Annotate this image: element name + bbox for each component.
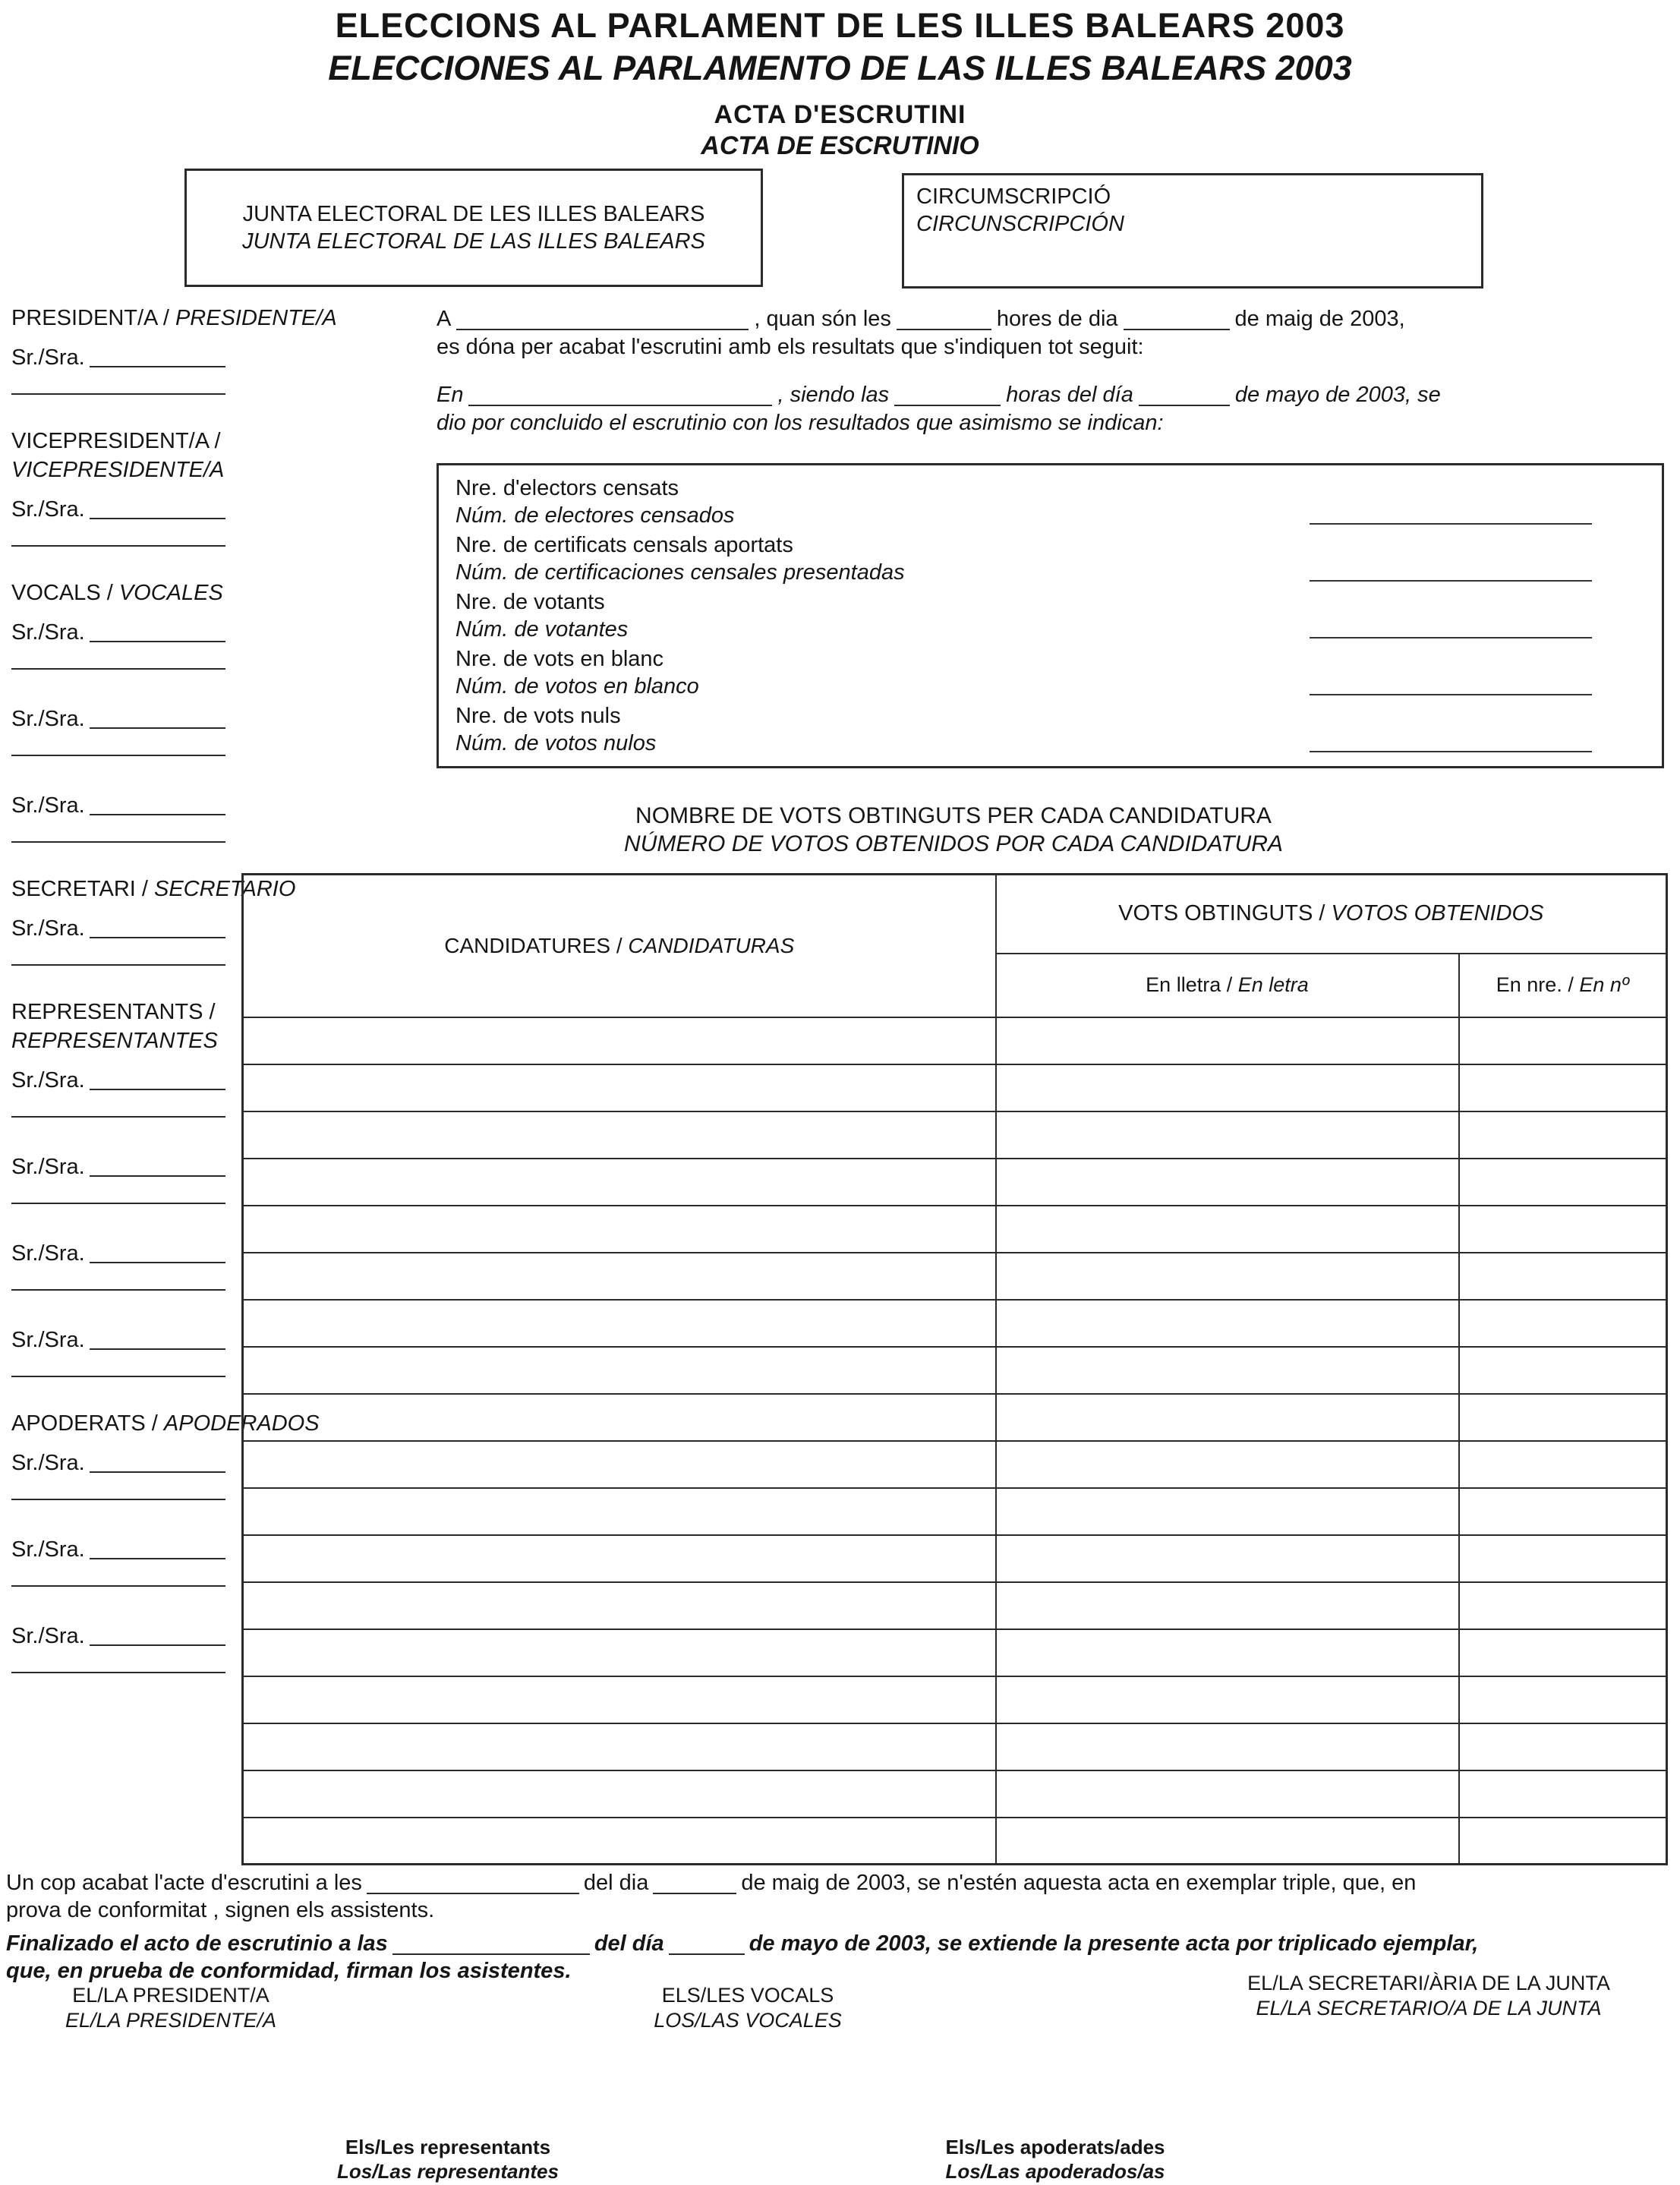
name-blank-line: [90, 727, 225, 729]
paragraph-text: , siendo las: [777, 383, 890, 407]
form-subtitle-es: ACTA DE ESCRUTINIO: [701, 131, 979, 160]
votes-table-cell: [243, 1347, 996, 1394]
votes-table-row: [243, 1629, 1667, 1676]
paragraph-text: es dóna per acabat l'escrutini amb els resultats que s'indiquen tot seguit:: [437, 335, 1144, 359]
col-header-in-letters-ca: En lletra /: [1146, 973, 1233, 996]
form-title-ca: ELECCIONS AL PARLAMENT DE LES ILLES BALEARS 2003: [335, 6, 1345, 45]
blank-field: [468, 383, 772, 406]
col-header-candidatures: [243, 875, 996, 1017]
main-column: [437, 305, 1672, 768]
sr-sra-label: Sr./Sra.: [11, 916, 85, 941]
signature-president-ca: EL/LA PRESIDENT/A: [72, 1984, 269, 2007]
votes-table-cell: [243, 1441, 996, 1488]
col-header-in-number-ca: En nre. /: [1496, 973, 1574, 996]
votes-table-cell: [1459, 1629, 1667, 1676]
signature-vocals-ca: ELS/LES VOCALS: [661, 1984, 834, 2007]
census-label-es: Núm. de votos nulos: [455, 731, 657, 755]
official-section-title: APODERATS / APODERADOS: [11, 1411, 320, 1436]
signature-representatives-ca: Els/Les representants: [345, 2136, 551, 2158]
signature-president: [23, 1983, 319, 2033]
census-label-ca: Nre. de certificats censals aportats: [455, 533, 793, 557]
votes-table-cell: [1459, 1535, 1667, 1582]
closing-paragraph-ca: [6, 1869, 1675, 1924]
votes-table-row: [243, 1206, 1667, 1253]
official-entry: [11, 1619, 225, 1673]
votes-table-cell: [243, 1253, 996, 1300]
col-header-candidatures-es: CANDIDATURAS: [628, 933, 795, 957]
col-header-in-letters: [996, 954, 1459, 1017]
paragraph-text: hores de dia: [996, 307, 1118, 331]
sr-sra-label: Sr./Sra.: [11, 345, 85, 370]
paragraph-text: que, en prueba de conformidad, firman los asistentes.: [6, 1959, 572, 1983]
name-blank-line: [11, 1376, 225, 1377]
sr-sra-label: Sr./Sra.: [11, 1068, 85, 1092]
votes-table-cell: [996, 1300, 1459, 1347]
name-blank-line: [90, 1558, 225, 1559]
signature-secretary-ca: EL/LA SECRETARI/ÀRIA DE LA JUNTA: [1247, 1972, 1610, 1994]
votes-table-cell: [1459, 1111, 1667, 1159]
official-entry: [11, 1323, 225, 1377]
votes-table-row: [243, 1064, 1667, 1111]
votes-table-cell: [1459, 1017, 1667, 1064]
votes-table-row: [243, 1441, 1667, 1488]
paragraph-text: prova de conformitat , signen els assistents.: [6, 1898, 435, 1922]
official-entry: [11, 492, 225, 547]
official-entry: [11, 788, 225, 843]
blank-field: [392, 1933, 590, 1955]
col-header-in-number-es: En nº: [1579, 973, 1629, 996]
votes-table-cell: [1459, 1064, 1667, 1111]
blank-field: [1124, 307, 1230, 330]
sr-sra-label: Sr./Sra.: [11, 1241, 85, 1266]
votes-table-row: [243, 1300, 1667, 1347]
votes-table-cell: [1459, 1441, 1667, 1488]
signature-vocals-es: LOS/LAS VOCALES: [654, 2009, 842, 2032]
votes-table-cell: [1459, 1818, 1667, 1865]
name-blank-line: [11, 393, 225, 395]
votes-table-cell: [996, 1770, 1459, 1818]
votes-heading-ca: NOMBRE DE VOTS OBTINGUTS PER CADA CANDIDATURA: [635, 803, 1272, 828]
votes-table-cell: [1459, 1394, 1667, 1441]
electoral-board-box: [184, 169, 763, 287]
census-row: [455, 475, 1647, 529]
officials-column: [11, 304, 337, 1705]
name-blank-line: [11, 1585, 225, 1587]
sr-sra-label: Sr./Sra.: [11, 793, 85, 818]
paragraph-text: de mayo de 2003, se: [1234, 383, 1441, 407]
paragraph-text: , quan són les: [754, 307, 891, 331]
col-header-votes-es: VOTOS OBTENIDOS: [1331, 901, 1544, 926]
votes-table-cell: [996, 1394, 1459, 1441]
official-section: [11, 427, 225, 547]
paragraph-text: del día: [594, 1931, 664, 1956]
name-blank-line: [90, 518, 225, 519]
signature-secretary-es: EL/LA SECRETARIO/A DE LA JUNTA: [1256, 1997, 1602, 2019]
official-entry: [11, 702, 225, 756]
name-blank-line: [11, 964, 225, 966]
blank-field: [367, 1872, 579, 1894]
official-entry: [11, 1149, 225, 1204]
paragraph-text: de maig de 2003, se n'estén aquesta acta en exemplar triple, que, en: [741, 1871, 1417, 1895]
name-blank-line: [90, 814, 225, 815]
name-blank-line: [90, 641, 225, 642]
official-section: [11, 1409, 320, 1673]
signature-representatives-es: Los/Las representantes: [337, 2160, 559, 2183]
sr-sra-label: Sr./Sra.: [11, 1624, 85, 1648]
votes-table-cell: [243, 1488, 996, 1535]
votes-table-cell: [243, 1300, 996, 1347]
name-blank-line: [90, 937, 225, 938]
electoral-board-label-ca: JUNTA ELECTORAL DE LES ILLES BALEARS: [242, 202, 705, 226]
votes-table-cell: [243, 1723, 996, 1770]
votes-table-cell: [996, 1582, 1459, 1629]
votes-table-row: [243, 1111, 1667, 1159]
official-section-title: SECRETARI / SECRETARIO: [11, 877, 296, 901]
votes-table-cell: [243, 1582, 996, 1629]
votes-table-cell: [996, 1017, 1459, 1064]
census-label-es: Núm. de certificaciones censales presentadas: [455, 560, 905, 585]
census-row: [455, 531, 1647, 586]
census-label-es: Núm. de votantes: [455, 617, 629, 642]
votes-table-cell: [996, 1488, 1459, 1535]
signature-president-es: EL/LA PRESIDENTE/A: [65, 2009, 277, 2032]
votes-table-cell: [243, 1818, 996, 1865]
votes-table-cell: [996, 1818, 1459, 1865]
signature-secretary: [1184, 1971, 1673, 2021]
form-subtitle-ca: ACTA D'ESCRUTINI: [714, 100, 966, 129]
votes-table-cell: [996, 1535, 1459, 1582]
census-label-ca: Nre. de vots nuls: [455, 704, 621, 728]
name-blank-line: [90, 1471, 225, 1473]
census-label-ca: Nre. d'electors censats: [455, 476, 679, 500]
votes-table-row: [243, 1017, 1667, 1064]
votes-table-cell: [1459, 1253, 1667, 1300]
name-blank-line: [11, 1203, 225, 1204]
votes-table-row: [243, 1676, 1667, 1723]
votes-table-row: [243, 1159, 1667, 1206]
votes-heading-es: NÚMERO DE VOTOS OBTENIDOS POR CADA CANDIDATURA: [624, 831, 1283, 856]
votes-table-cell: [1459, 1300, 1667, 1347]
votes-table-cell: [996, 1629, 1459, 1676]
votes-table-body: [243, 1017, 1667, 1865]
sr-sra-label: Sr./Sra.: [11, 1451, 85, 1475]
official-entry: [11, 1446, 225, 1500]
census-label-es: Núm. de electores censados: [455, 503, 735, 528]
votes-table-cell: [1459, 1347, 1667, 1394]
votes-table-row: [243, 1535, 1667, 1582]
official-section: [11, 998, 225, 1377]
votes-table-row: [243, 1394, 1667, 1441]
census-label-ca: Nre. de vots en blanc: [455, 647, 664, 671]
paragraph-text: En: [437, 383, 464, 407]
votes-table-heading: [241, 802, 1666, 858]
blank-field: [1139, 383, 1230, 406]
census-blank-line: [1310, 580, 1592, 582]
sr-sra-label: Sr./Sra.: [11, 620, 85, 645]
votes-table-row: [243, 1818, 1667, 1865]
votes-table-cell: [996, 1676, 1459, 1723]
census-row: [455, 645, 1647, 700]
blank-field: [456, 307, 749, 330]
votes-table-cell: [996, 1159, 1459, 1206]
official-entry: [11, 1063, 225, 1118]
votes-table-row: [243, 1253, 1667, 1300]
blank-field: [669, 1933, 745, 1955]
blank-field: [894, 383, 1001, 406]
census-blank-line: [1310, 694, 1592, 695]
official-entry: [11, 1236, 225, 1291]
col-header-votes-ca: VOTS OBTINGUTS /: [1118, 901, 1325, 926]
signature-vocals: [600, 1983, 896, 2033]
votes-table-cell: [1459, 1488, 1667, 1535]
sr-sra-label: Sr./Sra.: [11, 1537, 85, 1562]
census-blank-line: [1310, 523, 1592, 525]
votes-table-row: [243, 1582, 1667, 1629]
signature-proxies: [903, 2135, 1207, 2183]
constituency-label-ca: CIRCUMSCRIPCIÓ: [916, 184, 1111, 209]
paragraph-text: Finalizado el acto de escrutinio a las: [6, 1931, 388, 1956]
votes-table-cell: [243, 1206, 996, 1253]
official-entry: [11, 1532, 225, 1587]
official-entry: [11, 911, 225, 966]
votes-table-cell: [1459, 1723, 1667, 1770]
sr-sra-label: Sr./Sra.: [11, 497, 85, 522]
official-section-title: PRESIDENT/A / PRESIDENTE/A: [11, 306, 337, 330]
intro-paragraph-es: [437, 381, 1672, 437]
votes-table-cell: [243, 1394, 996, 1441]
name-blank-line: [11, 668, 225, 670]
official-entry: [11, 615, 225, 670]
votes-table-cell: [243, 1676, 996, 1723]
census-blank-line: [1310, 751, 1592, 752]
official-section: [11, 875, 296, 966]
votes-table-cell: [243, 1535, 996, 1582]
votes-table-row: [243, 1347, 1667, 1394]
col-header-candidatures-ca: CANDIDATURES /: [444, 933, 623, 957]
closing-section: [6, 1869, 1675, 1985]
votes-table-cell: [996, 1441, 1459, 1488]
official-section-title: VOCALS / VOCALES: [11, 581, 223, 605]
votes-table-cell: [1459, 1206, 1667, 1253]
official-section: [11, 579, 225, 843]
col-header-in-number: [1459, 954, 1667, 1017]
sr-sra-label: Sr./Sra.: [11, 1328, 85, 1352]
official-section: [11, 304, 337, 395]
votes-table-row: [243, 1770, 1667, 1818]
electoral-board-label-es: JUNTA ELECTORAL DE LAS ILLES BALEARS: [242, 229, 705, 254]
votes-table-row: [243, 1723, 1667, 1770]
name-blank-line: [90, 1089, 225, 1090]
votes-table-cell: [1459, 1159, 1667, 1206]
paragraph-text: de maig de 2003,: [1234, 307, 1405, 331]
official-entry: [11, 340, 225, 395]
form-header: [0, 6, 1680, 161]
signature-representatives: [296, 2135, 600, 2183]
census-counts-box: [437, 463, 1664, 768]
col-header-in-letters-es: En letra: [1237, 973, 1309, 996]
paragraph-text: dio por concluido el escrutinio con los resultados que asimismo se indican:: [437, 411, 1164, 435]
votes-table-cell: [996, 1206, 1459, 1253]
sr-sra-label: Sr./Sra.: [11, 707, 85, 731]
votes-table-cell: [243, 1111, 996, 1159]
census-row: [455, 702, 1647, 757]
paragraph-text: A: [437, 307, 452, 331]
paragraph-text: de mayo de 2003, se extiende la presente acta por triplicado ejemplar,: [749, 1931, 1479, 1956]
name-blank-line: [90, 1175, 225, 1177]
constituency-box: [902, 173, 1483, 288]
signature-proxies-es: Los/Las apoderados/as: [945, 2160, 1165, 2183]
votes-table-cell: [996, 1111, 1459, 1159]
name-blank-line: [11, 1289, 225, 1291]
census-label-ca: Nre. de votants: [455, 590, 605, 614]
name-blank-line: [90, 366, 225, 367]
votes-table-cell: [996, 1064, 1459, 1111]
official-section-title: REPRESENTANTS / REPRESENTANTES: [11, 1000, 218, 1053]
votes-table-cell: [243, 1770, 996, 1818]
votes-table-cell: [1459, 1676, 1667, 1723]
votes-table-cell: [996, 1347, 1459, 1394]
constituency-label-es: CIRCUNSCRIPCIÓN: [916, 212, 1124, 236]
votes-table-cell: [1459, 1770, 1667, 1818]
paragraph-text: Un cop acabat l'acte d'escrutini a les: [6, 1871, 362, 1895]
votes-table: [241, 873, 1668, 1865]
blank-field: [897, 307, 991, 330]
name-blank-line: [90, 1644, 225, 1646]
name-blank-line: [11, 1672, 225, 1673]
census-label-es: Núm. de votos en blanco: [455, 674, 699, 698]
blank-field: [653, 1872, 736, 1894]
name-blank-line: [11, 1499, 225, 1500]
votes-table-row: [243, 1488, 1667, 1535]
census-row: [455, 588, 1647, 643]
paragraph-text: del dia: [583, 1871, 649, 1895]
intro-paragraph-ca: [437, 305, 1672, 361]
name-blank-line: [90, 1262, 225, 1263]
signature-proxies-ca: Els/Les apoderats/ades: [945, 2136, 1165, 2158]
form-title-es: ELECCIONES AL PARLAMENTO DE LAS ILLES BALEARS 2003: [328, 49, 1352, 87]
votes-table-cell: [243, 1017, 996, 1064]
votes-table-cell: [996, 1723, 1459, 1770]
name-blank-line: [11, 841, 225, 843]
name-blank-line: [11, 1116, 225, 1118]
name-blank-line: [11, 545, 225, 547]
name-blank-line: [11, 755, 225, 756]
sr-sra-label: Sr./Sra.: [11, 1155, 85, 1179]
votes-table-cell: [243, 1159, 996, 1206]
votes-table-cell: [996, 1253, 1459, 1300]
votes-table-cell: [243, 1064, 996, 1111]
paragraph-text: horas del día: [1006, 383, 1133, 407]
official-section-title: VICEPRESIDENT/A / VICEPRESIDENTE/A: [11, 429, 225, 482]
census-blank-line: [1310, 637, 1592, 638]
votes-table-cell: [1459, 1582, 1667, 1629]
name-blank-line: [90, 1348, 225, 1350]
col-header-votes-obtained: [996, 875, 1667, 954]
votes-table-cell: [243, 1629, 996, 1676]
